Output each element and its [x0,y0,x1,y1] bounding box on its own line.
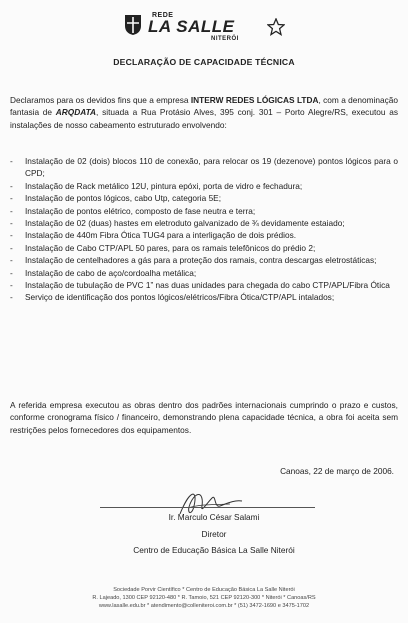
list-item: - Instalação de tubulação de PVC 1” nas duas unidades para chegada do cabo CTP/APL/Fibra Ótica [10,280,390,291]
list-item: - Instalação de 440m Fibra Ótica TUG4 para a interligação de dois prédios. [10,230,297,241]
signer-organization: Centro de Educação Básica La Salle Niterói [133,545,295,555]
company-name: INTERW REDES LÓGICAS LTDA [190,95,319,105]
list-item: - Instalação de cabo de aço/cordoalha metálica; [10,267,197,278]
list-item: - Instalação de 02 (duas) hastes em eletroduto galvanizado de ¾ devidamente estaiado; [10,218,345,229]
logo-city-text: NITERÓI [211,36,239,42]
footer-line: R. Lajeado, 1300 CEP 92120-480 * R. Tamoio, 521 CEP 92120-300 * Niterói * Canoas/RS [92,595,316,601]
signature-line [100,507,315,508]
installation-list [10,155,398,304]
shield-icon [124,14,142,36]
list-item: - Instalação de pontos lógicos, cabo Utp, categoria 5E; [10,193,222,204]
footer-line: www.lasalle.edu.br * atendimento@colleniteroi.com.br * (51) 3472-1690 e 3475-1702 [98,603,310,609]
logo-rede-text: REDE [152,12,174,19]
closing-paragraph: A referida empresa executou as obras dentro dos padrões internacionais cumprindo o prazo e custos, conforme cronograma físico / financeiro, demonstrando plena capacidade técnica, a obra foi aceita sem restrições pelos fornecedores dos equipamentos. [10,400,398,435]
logo-brand-text: LA SALLE [148,17,235,36]
footer [0,586,408,610]
dateline: Canoas, 22 de março de 2006. [280,466,394,476]
list-item: - Instalação de 02 (dois) blocos 110 de conexão, para relocar os 19 (dezenove) pontos lógicos para o CPD; [10,156,398,179]
brand-name: ARQDATA [55,107,97,118]
list-item: - Instalação de pontos elétrico, composto de fase neutra e terra; [10,205,256,216]
list-item: - Instalação de Rack metálico 12U, pintura epóxi, porta de vidro e fechadura; [10,180,303,191]
document-title: DECLARAÇÃO DE CAPACIDADE TÉCNICA [113,57,295,67]
star-icon [267,18,285,36]
signer-role: Diretor [201,529,227,539]
list-item: - Instalação de Cabo CTP/APL 50 pares, para os ramais telefônicos do prédio 2; [10,242,316,253]
list-item: - Instalação de centelhadores a gás para a proteção dos ramais, contra descargas eletrostáticas; [10,255,377,266]
intro-paragraph: Declaramos para os devidos fins que a empresa INTERW REDES LÓGICAS LTDA, com a denominação fantasia de ARQDATA, situada a Rua Protásio Alves, 395 conj. 301 – Porto Alegre/RS, executou as instalações de nosso cabeamento estruturado envolvendo: [10,95,399,130]
signer-name: Ir. Marculo César Salami [168,512,260,522]
list-item: - Serviço de identificação dos pontos lógicos/elétricos/Fibra Ótica/CTP/APL intalados; [10,292,335,303]
footer-line: Sociedade Porvir Científico * Centro de Educação Básica La Salle Niterói [113,587,295,593]
la-salle-logo [124,12,294,46]
